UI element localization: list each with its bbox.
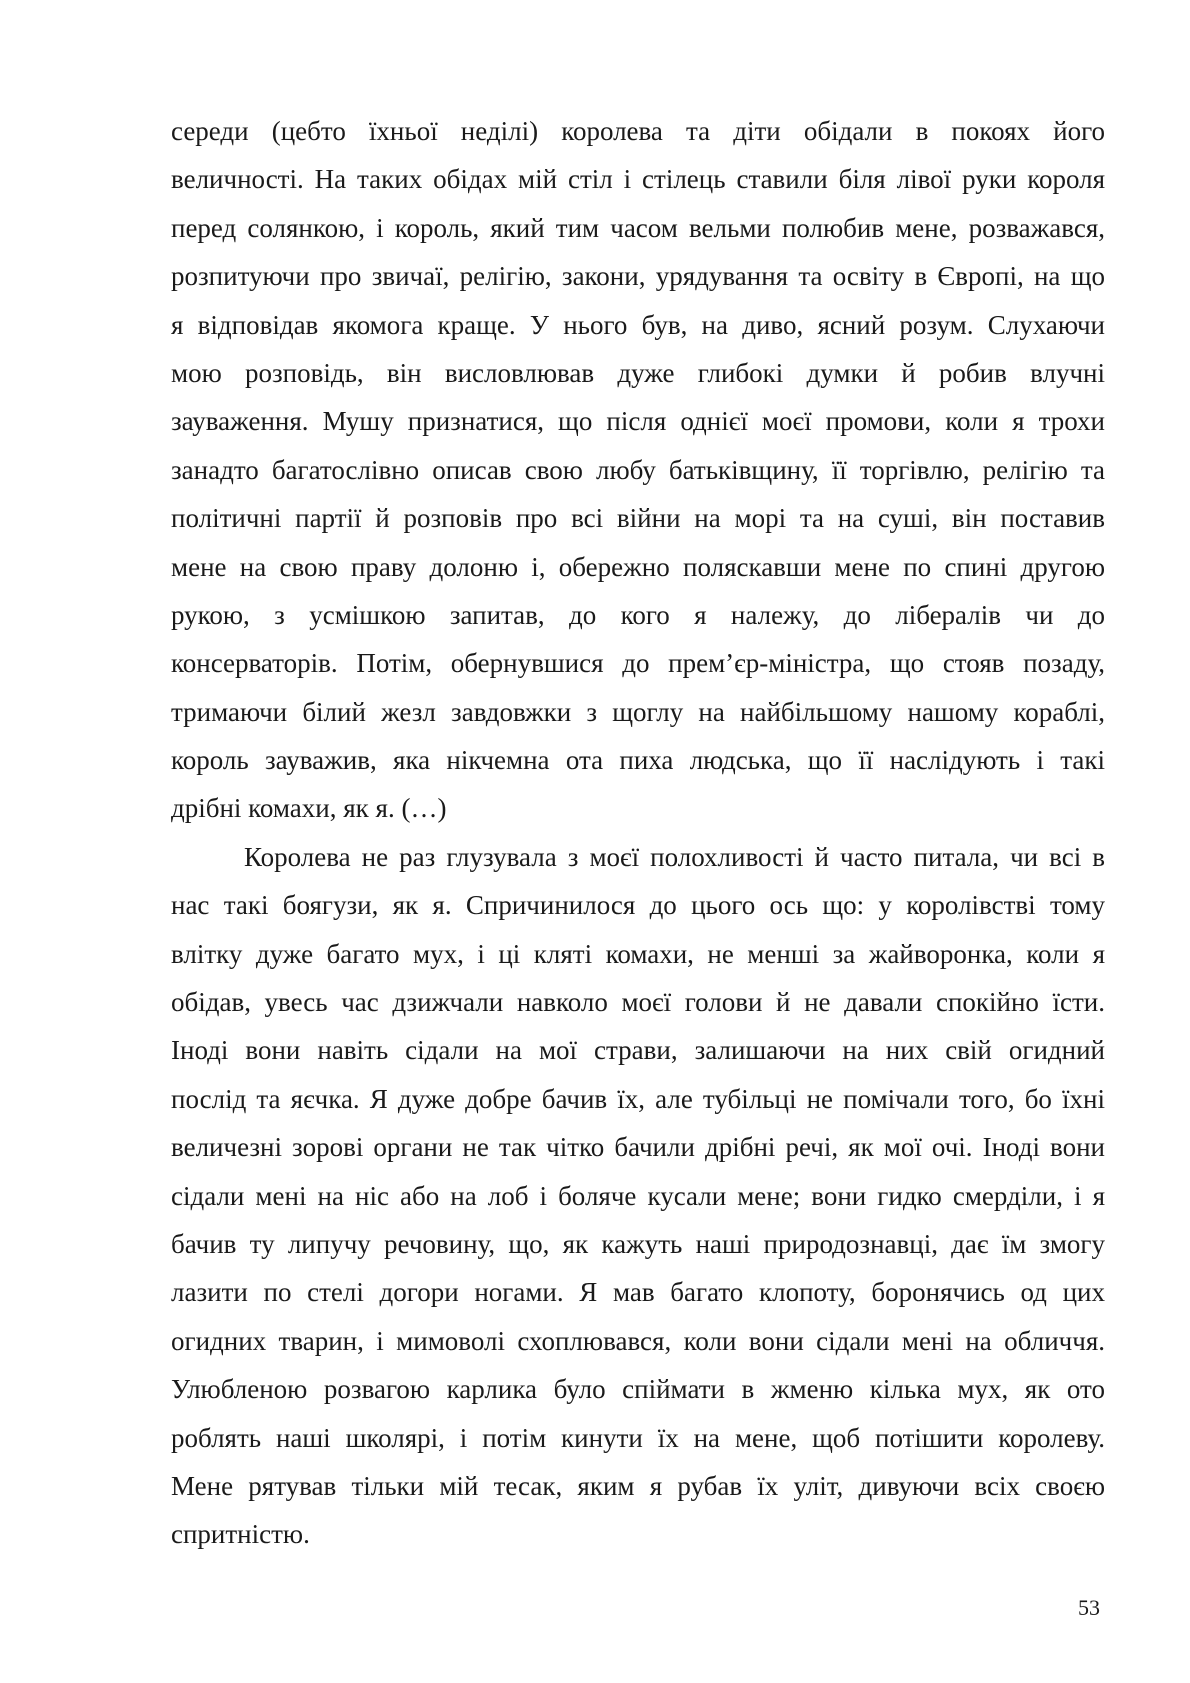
text-line: дрібні комахи, як я. (…) — [171, 793, 447, 824]
paragraph — [171, 833, 1105, 1559]
text-line: послід та яєчка. Я дуже добре бачив їх, але тубільці не помічали того, бо їхні — [171, 1083, 1105, 1114]
text-line: мене на свою праву долоню і, обережно поляскавши мене по спині другою — [171, 551, 1105, 582]
text-line: політичні партії й розповів про всі війни на морі та на суші, він поставив — [171, 503, 1105, 534]
text-line: влітку дуже багато мух, і ці кляті комахи, не менші за жайворонка, коли я — [171, 938, 1105, 969]
text-line: консерваторів. Потім, обернувшися до прем’єр-міністра, що стояв позаду, — [171, 648, 1105, 679]
text-line: мою розповідь, він висловлював дуже глибокі думки й робив влучні — [171, 357, 1105, 388]
text-line: занадто багатослівно описав свою любу батьківщину, її торгівлю, релігію та — [171, 454, 1105, 485]
text-line: спритністю. — [171, 1519, 310, 1550]
text-line: Іноді вони навіть сідали на мої страви, залишаючи на них свій огидний — [171, 1035, 1105, 1066]
text-line: величезні зорові органи не так чітко бачили дрібні речі, як мої очі. Іноді вони — [171, 1132, 1105, 1163]
text-line: я відповідав якомога краще. У нього був, на диво, ясний розум. Слухаючи — [171, 309, 1105, 340]
text-line: середи (цебто їхньої неділі) королева та діти обідали в покоях його — [171, 116, 1105, 146]
paragraph — [171, 107, 1105, 833]
text-line: перед солянкою, і король, який тим часом вельми полюбив мене, розважався, — [171, 212, 1105, 243]
text-line: роблять наші школярі, і потім кинути їх на мене, щоб потішити королеву. — [171, 1422, 1105, 1453]
text-line: огидних тварин, і мимоволі схоплювався, коли вони сідали мені на обличчя. — [171, 1325, 1105, 1356]
text-line: Мене рятував тільки мій тесак, яким я рубав їх уліт, дивуючи всіх своєю — [171, 1470, 1105, 1501]
text-line: король зауважив, яка нікчемна ота пиха людська, що її наслідують і такі — [171, 745, 1105, 776]
text-line: Улюбленою розвагою карлика було спіймати в жменю кілька мух, як ото — [171, 1374, 1105, 1405]
text-line: обідав, увесь час дзижчали навколо моєї голови й не давали спокійно їсти. — [171, 987, 1105, 1018]
text-line: Королева не раз глузувала з моєї полохливості й часто питала, чи всі в — [244, 841, 1105, 872]
body-text — [171, 107, 1105, 1559]
text-line: сідали мені на ніс або на лоб і боляче кусали мене; вони гидко смерділи, і я — [171, 1180, 1105, 1211]
text-line: бачив ту липучу речовину, що, як кажуть наші природознавці, дає їм змогу — [171, 1228, 1105, 1259]
text-line: тримаючи білий жезл завдовжки з щоглу на найбільшому нашому кораблі, — [171, 696, 1105, 727]
text-line: зауваження. Мушу признатися, що після однієї моєї промови, коли я трохи — [171, 406, 1105, 437]
text-line: нас такі боягузи, як я. Спричинилося до цього ось що: у королівстві тому — [171, 890, 1105, 921]
text-line: розпитуючи про звичаї, релігію, закони, урядування та освіту в Європі, на що — [171, 261, 1105, 292]
text-line: величності. На таких обідах мій стіл і стілець ставили біля лівої руки короля — [171, 164, 1105, 195]
text-line: лазити по стелі догори ногами. Я мав багато клопоту, боронячись од цих — [171, 1277, 1105, 1308]
text-line: рукою, з усмішкою запитав, до кого я належу, до лібералів чи до — [171, 599, 1105, 630]
page-number: 53 — [1078, 1595, 1100, 1620]
